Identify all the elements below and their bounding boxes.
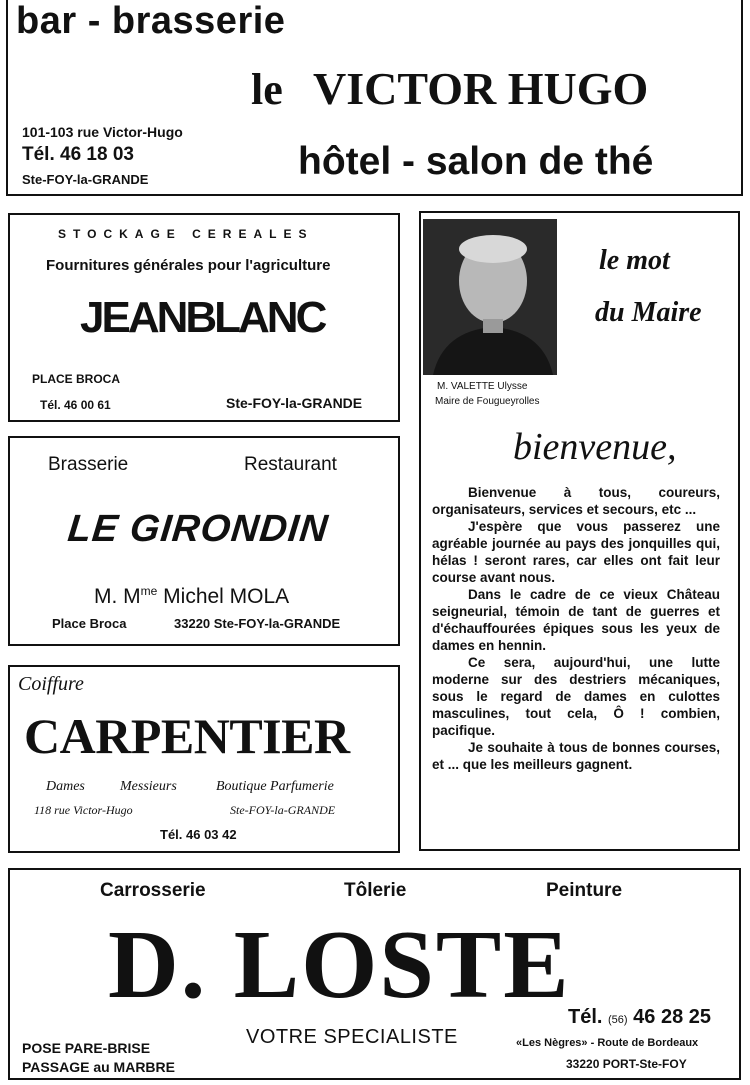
ad-carpentier [8, 665, 400, 853]
carpentier-category: Coiffure [18, 673, 84, 695]
loste-service2: Tôlerie [344, 880, 407, 901]
loste-phone [568, 1006, 711, 1029]
girondin-owner [94, 584, 289, 609]
carpentier-boutique: Boutique Parfumerie [216, 779, 334, 794]
girondin-right-label: Restaurant [244, 454, 337, 475]
jeanblanc-phone: Tél. 46 00 61 [40, 398, 111, 412]
girondin-name: LE GIRONDIN [65, 508, 331, 550]
victor-hugo-phone: Tél. 46 18 03 [22, 144, 134, 165]
loste-extra1: POSE PARE-BRISE [22, 1040, 151, 1056]
loste-tagline: VOTRE SPECIALISTE [246, 1026, 458, 1048]
girondin-owner-name: Michel MOLA [157, 585, 290, 608]
girondin-town: 33220 Ste-FOY-la-GRANDE [174, 616, 341, 631]
carpentier-dames: Dames [46, 779, 85, 794]
jeanblanc-line2: Fournitures générales pour l'agriculture [46, 257, 331, 274]
carpentier-messieurs: Messieurs [120, 779, 177, 794]
maire-paragraph: Bienvenue à tous, coureurs, organisateurs, services et secours, etc ... [432, 485, 720, 517]
loste-service1: Carrosserie [100, 880, 206, 901]
carpentier-address: 118 rue Victor-Hugo [34, 803, 133, 817]
carpentier-phone: Tél. 46 03 42 [160, 827, 237, 842]
maire-paragraph: Dans le cadre de ce vieux Château seigneurial, témoin de tant de guerres et d'échauffourées épiques sous les yeux de dames en hennin. [432, 587, 720, 653]
jeanblanc-name: JEANBLANC [80, 293, 325, 342]
loste-service3: Peinture [546, 880, 623, 901]
girondin-owner-sup: me [140, 584, 158, 598]
maire-title-line1: le mot [599, 245, 670, 276]
maire-caption-name: M. VALETTE Ulysse [437, 381, 528, 392]
ad-girondin [8, 436, 400, 646]
maire-paragraph: J'espère que vous passerez une agréable journée au pays des jonquilles qui, hélas ! seront rares, car elles ont fait leur course avant nous. [432, 519, 720, 585]
girondin-place: Place Broca [52, 616, 127, 631]
ad-jeanblanc [8, 213, 400, 422]
jeanblanc-town: Ste-FOY-la-GRANDE [226, 395, 363, 411]
victor-hugo-town: Ste-FOY-la-GRANDE [22, 172, 149, 187]
carpentier-town: Ste-FOY-la-GRANDE [230, 803, 336, 817]
loste-extra2: PASSAGE au MARBRE [22, 1059, 175, 1075]
loste-phone-area: (56) [608, 1014, 628, 1026]
portrait-figure [423, 219, 557, 375]
victor-hugo-name-prefix: le [251, 65, 283, 114]
ad-victor-hugo [6, 0, 743, 196]
carpentier-name: CARPENTIER [24, 708, 350, 764]
maire-caption-role: Maire de Fougueyrolles [435, 396, 540, 407]
maire-paragraph: Ce sera, aujourd'hui, une lutte moderne sur des destriers mécaniques, sous le regard de dames en culottes masculines, tout cela, Ô ! combien, pacifique. [432, 655, 720, 738]
loste-address: «Les Nègres» - Route de Bordeaux [516, 1037, 699, 1049]
victor-hugo-line1: bar - brasserie [16, 0, 286, 42]
victor-hugo-name: VICTOR HUGO [313, 63, 649, 114]
jeanblanc-line1: STOCKAGE CEREALES [58, 227, 314, 241]
maire-text [432, 484, 720, 773]
loste-phone-number: 46 28 25 [633, 1006, 711, 1028]
loste-name: D. LOSTE [108, 911, 571, 1019]
ad-loste [8, 868, 741, 1080]
victor-hugo-address: 101-103 rue Victor-Hugo [22, 124, 183, 140]
maire-greeting: bienvenue, [513, 426, 677, 468]
maire-paragraph: Je souhaite à tous de bonnes courses, et ... que les meilleurs gagnent. [432, 740, 720, 772]
maire-title-line2: du Maire [595, 297, 702, 328]
jeanblanc-place: PLACE BROCA [32, 372, 121, 386]
victor-hugo-services: hôtel - salon de thé [298, 140, 654, 183]
girondin-owner-prefix: M. M [94, 585, 141, 608]
loste-town: 33220 PORT-Ste-FOY [566, 1057, 687, 1071]
loste-phone-label: Tél. [568, 1006, 603, 1028]
maire-photo [423, 219, 557, 375]
girondin-left-label: Brasserie [48, 454, 129, 475]
